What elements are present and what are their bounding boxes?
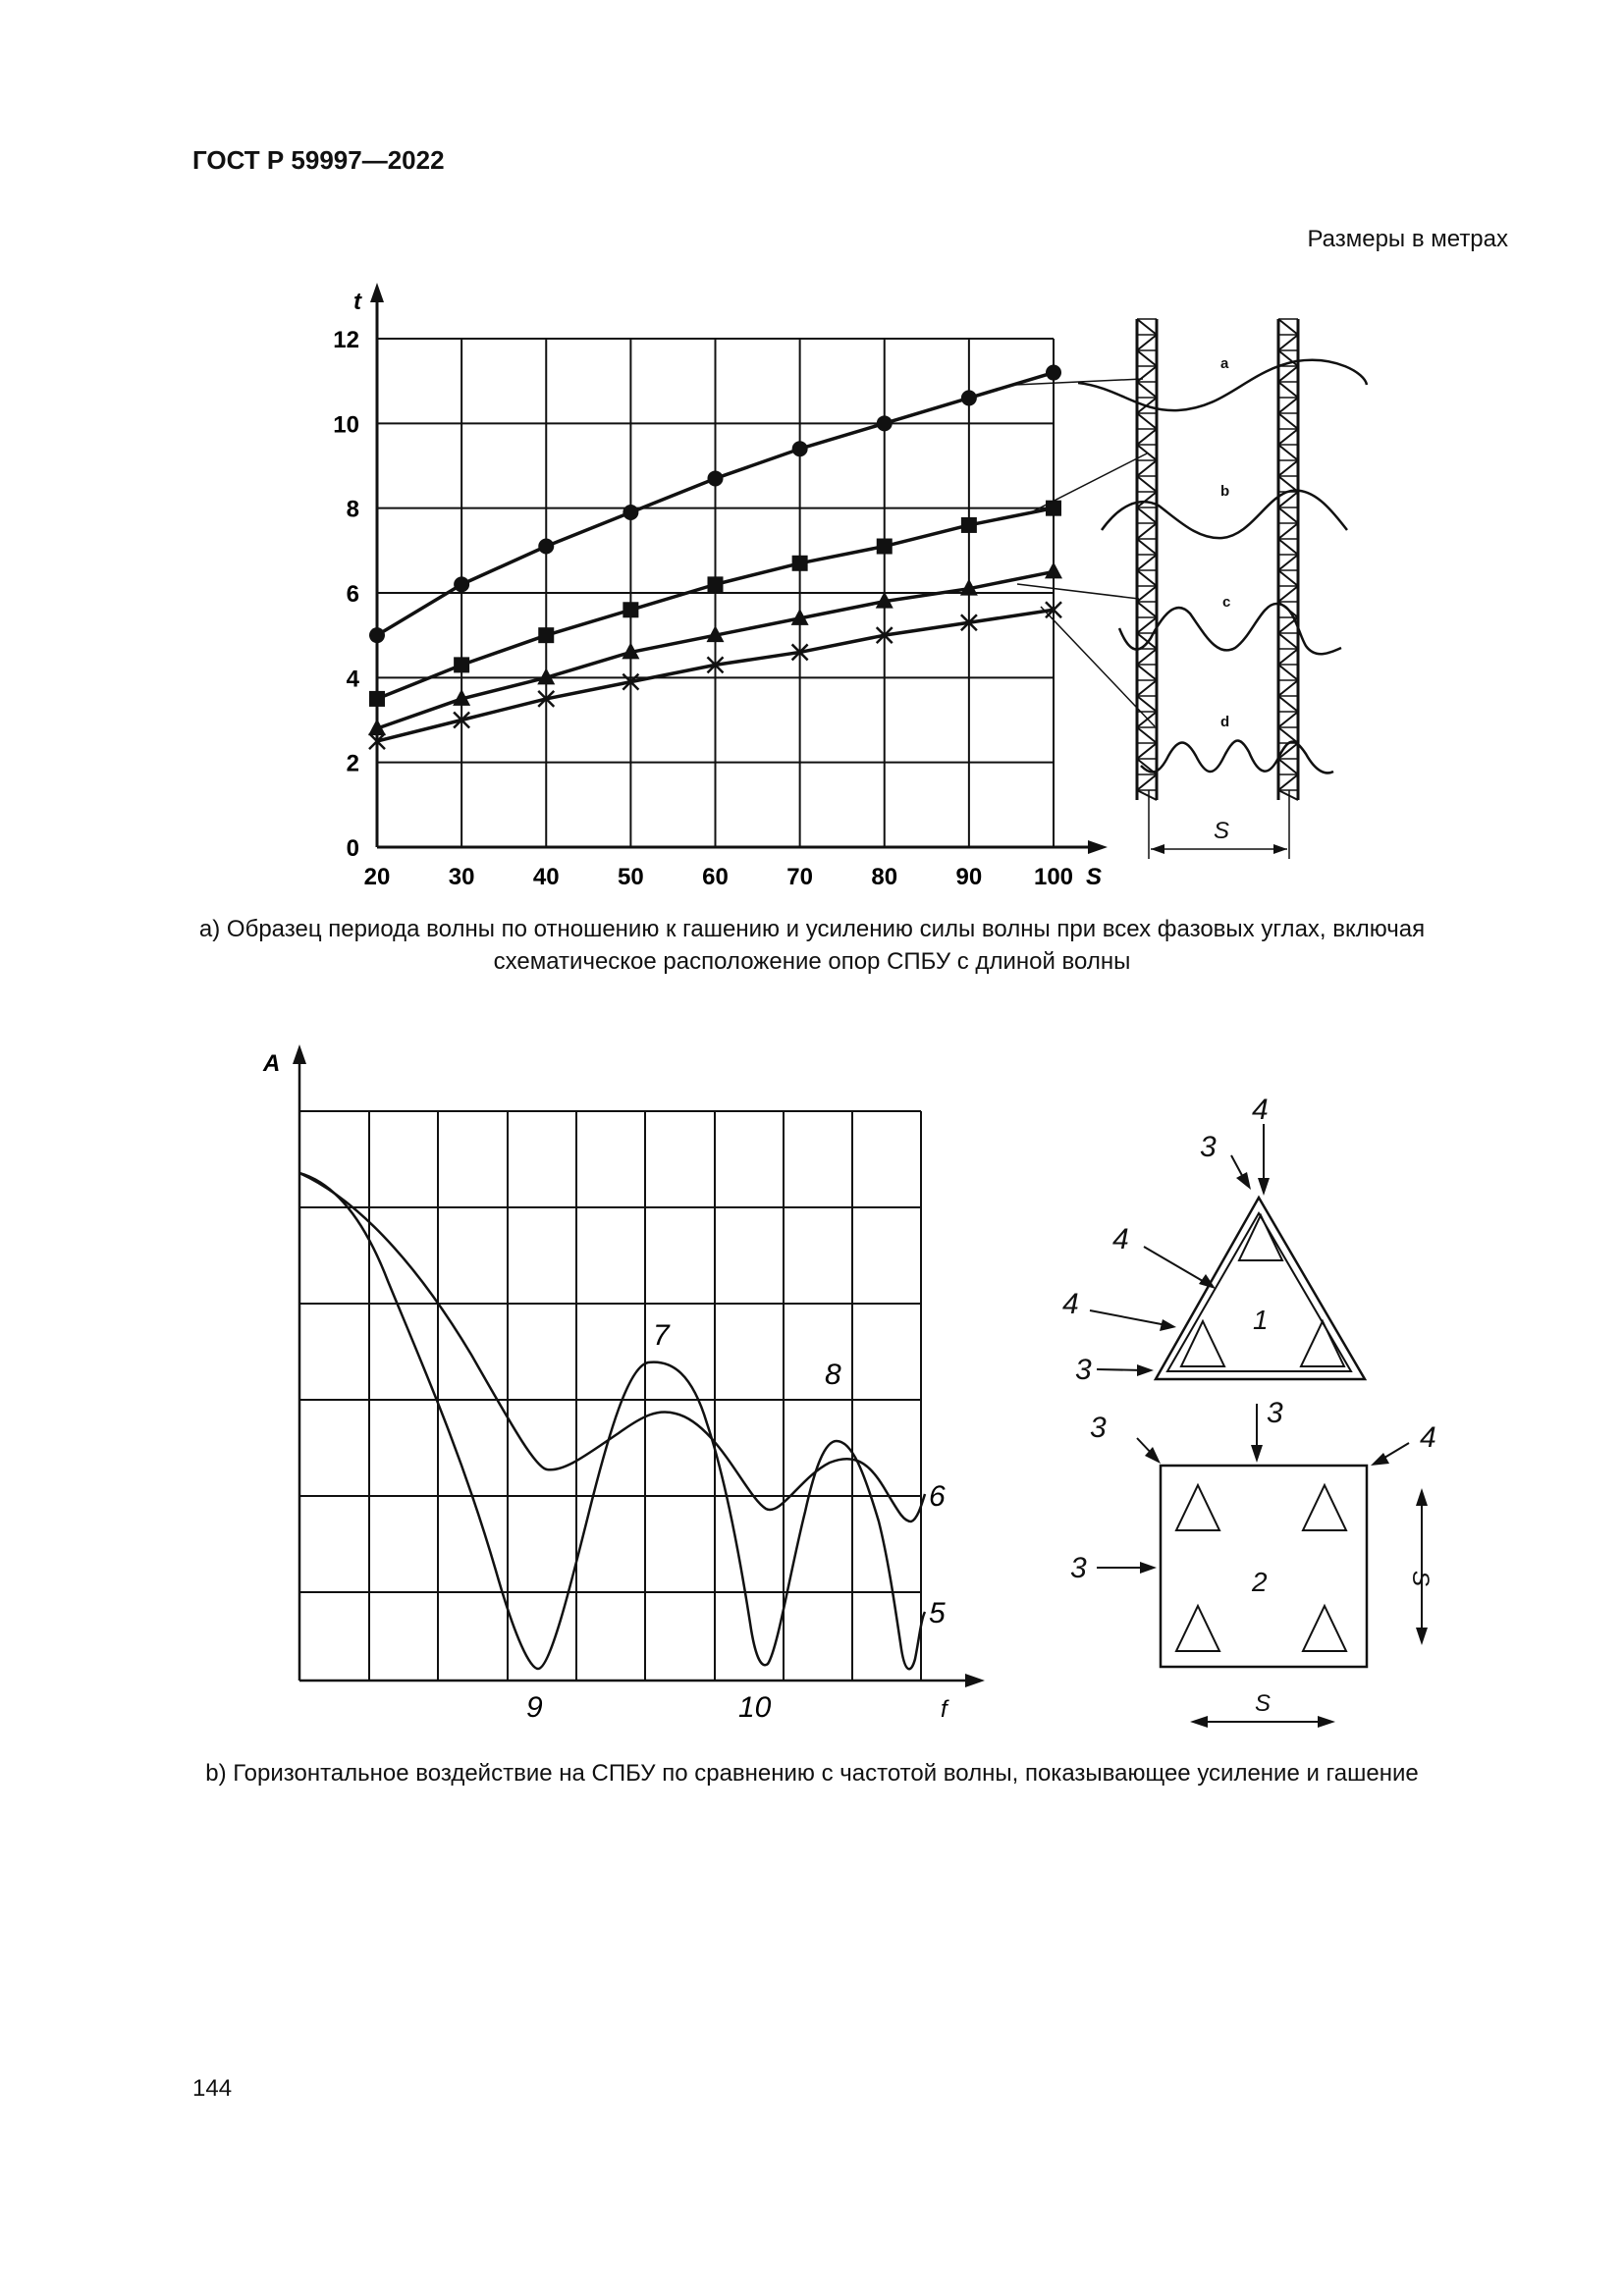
data-point-square	[708, 576, 724, 592]
triangle-label-3-bottom: 3	[1075, 1354, 1092, 1386]
data-point-circle	[369, 627, 385, 643]
curve-label-8: 8	[825, 1359, 841, 1391]
figure-a-caption	[196, 913, 1428, 978]
standard-designation: ГОСТ Р 59997—2022	[192, 145, 445, 175]
leg-tower-right	[1278, 319, 1298, 800]
frequency-axis-label: f	[941, 1696, 947, 1723]
wave-period-chart	[333, 283, 1108, 890]
schematic-label-d: d	[1220, 714, 1230, 730]
data-point-triangle	[1045, 561, 1062, 578]
data-point-square	[538, 627, 554, 643]
data-point-circle	[961, 390, 977, 405]
y-tick-label: 8	[346, 496, 359, 523]
leg-schematic	[1015, 319, 1367, 859]
y-tick-label: 6	[346, 581, 359, 608]
curve-label-10: 10	[738, 1691, 772, 1724]
y-axis-label: t	[353, 289, 361, 315]
curve-label-7: 7	[653, 1319, 670, 1352]
y-axis-arrow	[370, 283, 384, 302]
square-leg-tl	[1176, 1485, 1219, 1530]
figure-a-caption-line1: а) Образец периода волны по отношению к гашению и усилению силы волны при всех фазовых углах, включая	[198, 916, 1426, 942]
data-point-square	[877, 539, 893, 555]
figure-b	[0, 1021, 1624, 1747]
wave-d	[1141, 741, 1333, 774]
schematic-label-c: c	[1222, 594, 1231, 611]
x-axis-arrow	[1088, 840, 1108, 854]
triangle-leg-right	[1301, 1321, 1344, 1366]
data-point-circle	[708, 470, 724, 486]
x-tick-label: 20	[363, 864, 391, 890]
page-number: 144	[192, 2075, 233, 2102]
data-point-circle	[792, 441, 808, 456]
triangle-label-4-left-lower: 4	[1062, 1288, 1079, 1320]
square-leg-tr	[1303, 1485, 1346, 1530]
square-label-3-topleft: 3	[1090, 1412, 1107, 1444]
figure-a-caption-line2: схематическое расположение опор СПБУ с длиной волны	[493, 948, 1131, 975]
schematic-label-a: a	[1220, 355, 1229, 372]
leg-tower-left	[1137, 319, 1157, 800]
triangle-label-4-top: 4	[1252, 1094, 1269, 1126]
square-label-3-top: 3	[1267, 1397, 1283, 1429]
y-tick-label: 12	[333, 327, 359, 353]
data-point-square	[369, 691, 385, 707]
figure-a	[0, 0, 1624, 982]
curve-label-6: 6	[929, 1480, 946, 1513]
data-point-circle	[1046, 365, 1061, 381]
data-point-circle	[623, 505, 638, 520]
square-dim-horizontal-label: S	[1255, 1690, 1272, 1717]
triangle-label-3-top: 3	[1200, 1131, 1217, 1163]
x-tick-label: 70	[786, 864, 813, 890]
data-point-circle	[538, 539, 554, 555]
curve-label-9: 9	[526, 1691, 543, 1724]
y-tick-label: 0	[346, 835, 359, 862]
square-leg-br	[1303, 1606, 1346, 1651]
triangle-layout	[1062, 1094, 1365, 1386]
square-label-3-left: 3	[1070, 1552, 1087, 1584]
square-center-label: 2	[1252, 1567, 1268, 1597]
x-tick-label: 90	[955, 864, 983, 890]
y-tick-label: 4	[346, 666, 359, 693]
y-tick-label: 10	[333, 411, 359, 439]
square-label-4-topright: 4	[1420, 1421, 1436, 1454]
y-tick-label: 2	[346, 750, 359, 777]
data-point-circle	[877, 415, 893, 431]
units-note: Размеры в метрах	[1307, 226, 1508, 252]
amplitude-axis-label: A	[263, 1050, 281, 1077]
schematic-label-b: b	[1220, 483, 1230, 500]
square-dim-vertical-label: S	[1407, 1571, 1434, 1587]
data-point-square	[623, 602, 638, 617]
amplitude-grid	[299, 1111, 921, 1681]
triangle-center-label: 1	[1253, 1305, 1269, 1335]
square-layout	[1070, 1397, 1436, 1728]
amplitude-chart	[262, 1044, 985, 1724]
x-tick-label: 100	[1033, 864, 1074, 890]
triangle-inner-outline	[1167, 1213, 1351, 1371]
curve-label-5: 5	[929, 1597, 946, 1629]
data-point-square	[792, 556, 808, 571]
pointer-c	[1017, 584, 1139, 599]
curve-6	[299, 1173, 925, 1522]
triangle-label-4-left-upper: 4	[1112, 1223, 1129, 1255]
x-axis-label: S	[1086, 864, 1103, 890]
x-tick-label: 60	[702, 864, 729, 890]
x-tick-label: 50	[618, 864, 644, 890]
x-tick-label: 40	[532, 864, 560, 890]
x-tick-label: 30	[448, 864, 475, 890]
data-point-square	[961, 517, 977, 533]
figure-b-caption: b) Горизонтальное воздействие на СПБУ по сравнению с частотой волны, показывающее усиление и гашение	[205, 1760, 1419, 1787]
data-point-square	[1046, 501, 1061, 516]
span-label-s: S	[1214, 818, 1230, 844]
x-tick-label: 80	[871, 864, 898, 890]
data-point-square	[454, 657, 469, 672]
square-leg-bl	[1176, 1606, 1219, 1651]
data-point-circle	[454, 576, 469, 592]
triangle-leg-left	[1181, 1321, 1224, 1366]
